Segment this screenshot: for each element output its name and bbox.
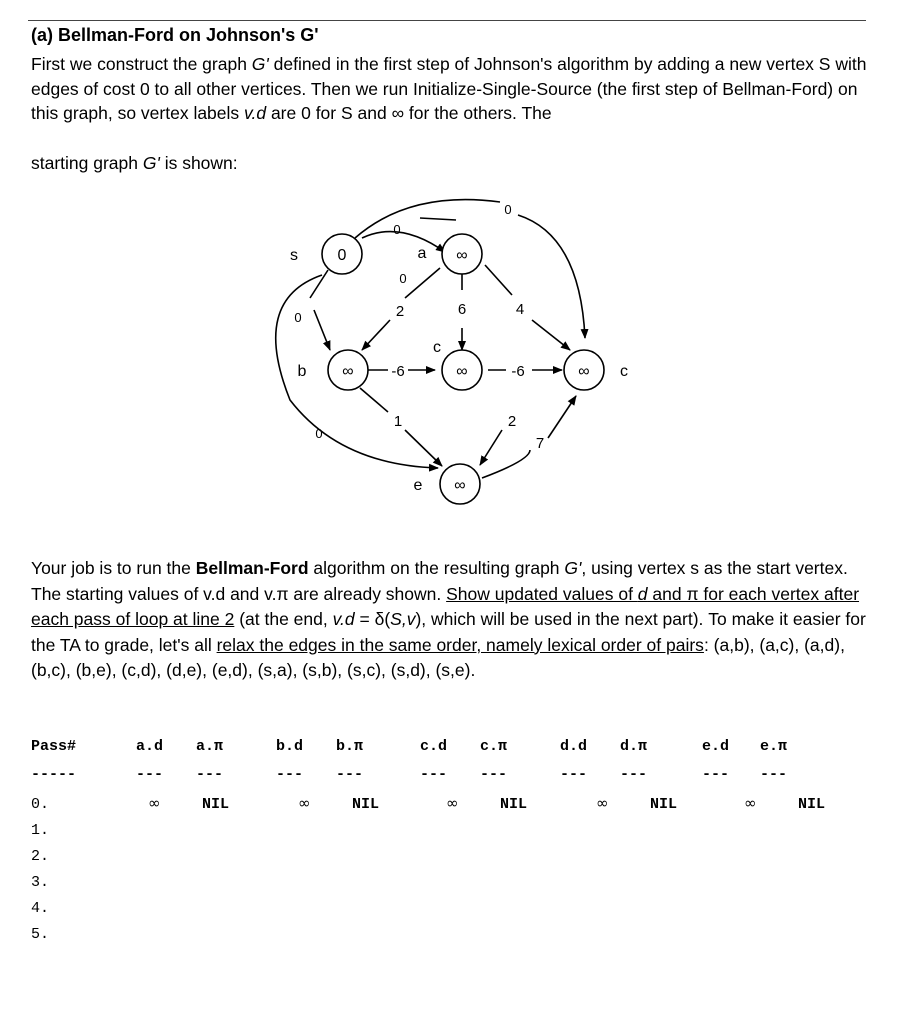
node-a-value: ∞ [456, 247, 468, 264]
row-label: 3. [31, 874, 50, 891]
node-c2-value: ∞ [578, 363, 590, 380]
weight-s-a: 0 [393, 222, 401, 237]
edge-s-c2 [515, 215, 585, 338]
col-a-d: a.d [136, 738, 164, 755]
edge-s-b [310, 270, 328, 298]
weight-b-c: -6 [391, 363, 405, 380]
cell-d-d-0: ∞ [596, 794, 609, 812]
node-s-label: s [290, 247, 298, 264]
dash: --- [702, 766, 730, 783]
cell-c-pi-0: NIL [500, 796, 528, 813]
weight-e-c: 2 [507, 413, 517, 430]
col-d-d: d.d [560, 738, 588, 755]
dash: --- [420, 766, 448, 783]
dash: --- [620, 766, 648, 783]
weight-b-e: 1 [393, 413, 403, 430]
dash: --- [196, 766, 224, 783]
weight-s-top: 0 [504, 202, 512, 217]
weight-s-e: 0 [315, 426, 323, 441]
col-c-pi: c.π [480, 738, 508, 755]
col-b-d: b.d [276, 738, 304, 755]
cell-c-d-0: ∞ [446, 794, 459, 812]
node-e-value: ∞ [454, 477, 466, 494]
edge-c-e [480, 430, 502, 465]
cell-e-pi-0: NIL [798, 796, 826, 813]
node-b-label: b [297, 363, 307, 380]
cell-b-d-0: ∞ [298, 794, 311, 812]
dash: --- [136, 766, 164, 783]
dash: ----- [31, 766, 77, 783]
weight-s-left: 0 [294, 310, 302, 325]
cell-d-pi-0: NIL [650, 796, 678, 813]
intro-paragraph: First we construct the graph G' defined in the first step of Johnson's algorithm by adding a new vertex S with edges of cost 0 to all other vertices. Then we run Initialize-Single-Source (the first step of Bellman-Ford) on this graph, so vertex labels v.d are 0 for S and ∞ for the others. The [31, 54, 867, 123]
edge-e-c2 [482, 450, 530, 478]
edge-a-b [405, 268, 440, 298]
weight-a-c2: 4 [515, 301, 525, 318]
col-a-pi: a.π [196, 738, 224, 755]
weight-a-c: 6 [457, 301, 467, 318]
row-label: 5. [31, 926, 50, 943]
dash: --- [276, 766, 304, 783]
dash: --- [336, 766, 364, 783]
edge-b-e [360, 388, 388, 412]
task-paragraph: Your job is to run the Bellman-Ford algorithm on the resulting graph G', using vertex s as the start vertex. The starting values of v.d and v.π are already shown. Show updated values of d and π for each vertex after each pass of loop at line 2 (at the end, v.d = δ(S,v), which will be used in the next part). To make it easier for the TA to grade, let's all relax the edges in the same order, namely lexical order of pairs: (a,b), (a,c), (a,d), (b,c), (b,e), (c,d), (d,e), (e,d), (s,a), (s,b), (s,c), (s,d), (s,e). [31, 558, 866, 680]
weight-s-c: 0 [399, 271, 407, 286]
top-rule [28, 20, 866, 21]
col-c-d: c.d [420, 738, 448, 755]
node-s-value: 0 [337, 247, 347, 264]
node-a-label: a [417, 245, 427, 262]
edge-a-c2 [485, 265, 512, 295]
row-label: 4. [31, 900, 50, 917]
dash: --- [760, 766, 788, 783]
node-e-label: e [413, 477, 423, 494]
johnson-graph [250, 190, 650, 510]
dash: --- [560, 766, 588, 783]
node-c-value: ∞ [456, 363, 468, 380]
cell-a-pi-0: NIL [202, 796, 230, 813]
row-label: 1. [31, 822, 50, 839]
weight-c-c2: -6 [511, 363, 525, 380]
weight-e-c2: 7 [535, 435, 545, 452]
section-heading: (a) Bellman-Ford on Johnson's G' [31, 25, 319, 45]
col-e-pi: e.π [760, 738, 788, 755]
row-label: 2. [31, 848, 50, 865]
cell-a-d-0: ∞ [148, 794, 161, 812]
node-c2-label: c [620, 363, 628, 380]
cell-e-d-0: ∞ [744, 794, 757, 812]
row-label: 0. [31, 796, 50, 813]
intro-paragraph-end: starting graph G' is shown: [31, 153, 238, 173]
col-e-d: e.d [702, 738, 730, 755]
cell-b-pi-0: NIL [352, 796, 380, 813]
col-b-pi: b.π [336, 738, 364, 755]
col-d-pi: d.π [620, 738, 648, 755]
node-b-value: ∞ [342, 363, 354, 380]
node-c-label: c [433, 339, 441, 356]
col-pass: Pass# [31, 738, 77, 755]
edge-s-a [362, 232, 445, 252]
weight-a-b: 2 [395, 303, 405, 320]
dash: --- [480, 766, 508, 783]
